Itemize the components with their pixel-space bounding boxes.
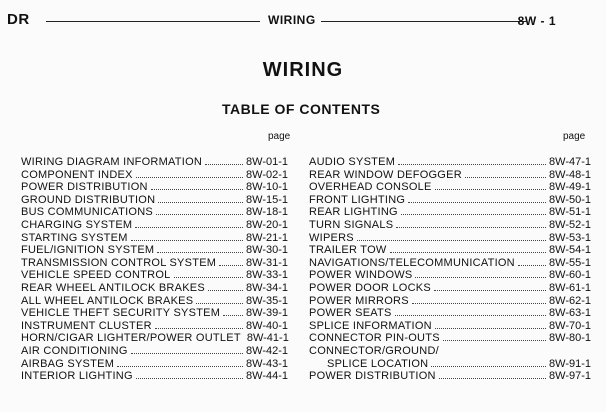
toc-leader-dots bbox=[136, 177, 243, 178]
toc-leader-dots bbox=[443, 340, 546, 341]
toc-left-column bbox=[21, 156, 288, 383]
page-column-label-right: page bbox=[563, 131, 586, 142]
toc-entry-page: 8W-40-1 bbox=[246, 319, 288, 332]
toc-entry bbox=[309, 332, 591, 345]
toc-entry bbox=[21, 370, 288, 383]
toc-entry bbox=[21, 257, 288, 270]
toc-leader-dots bbox=[396, 227, 546, 228]
header-section-code: DR bbox=[7, 11, 30, 28]
toc-leader-dots bbox=[158, 202, 243, 203]
toc-entry-label: OVERHEAD CONSOLE bbox=[309, 181, 432, 194]
toc-entry-label: CONNECTOR PIN-OUTS bbox=[309, 332, 440, 345]
toc-entry bbox=[309, 206, 591, 219]
toc-entry bbox=[21, 232, 288, 245]
page-title: WIRING bbox=[262, 59, 344, 81]
toc-entry bbox=[309, 282, 591, 295]
toc-entry-page: 8W-91-1 bbox=[549, 357, 591, 370]
toc-entry-label: POWER WINDOWS bbox=[309, 269, 413, 282]
toc-entry bbox=[309, 370, 591, 383]
toc-entry bbox=[21, 282, 288, 295]
toc-entry-label: REAR WINDOW DEFOGGER bbox=[309, 168, 462, 181]
toc-entry-page: 8W-43-1 bbox=[246, 357, 288, 370]
toc-entry-page: 8W-60-1 bbox=[549, 269, 591, 282]
toc-leader-dots bbox=[174, 277, 244, 278]
toc-entry bbox=[309, 219, 591, 232]
toc-leader-dots bbox=[131, 240, 243, 241]
toc-entry bbox=[21, 358, 288, 371]
toc-entry-label: NAVIGATIONS/TELECOMMUNICATION bbox=[309, 256, 515, 269]
toc-entry-page: 8W-30-1 bbox=[246, 244, 288, 257]
toc-entry bbox=[309, 244, 591, 257]
toc-entry-label: VEHICLE SPEED CONTROL bbox=[21, 269, 171, 282]
toc-leader-dots bbox=[434, 290, 546, 291]
toc-entry-label: TURN SIGNALS bbox=[309, 218, 394, 231]
header-section-title: WIRING bbox=[268, 13, 316, 27]
toc-entry bbox=[21, 156, 288, 169]
toc-entry-label: POWER MIRRORS bbox=[309, 294, 409, 307]
toc-entry-label: AIRBAG SYSTEM bbox=[21, 357, 115, 370]
toc-entry bbox=[309, 358, 591, 371]
toc-entry bbox=[21, 244, 288, 257]
toc-leader-dots bbox=[357, 240, 546, 241]
page-column-label-left: page bbox=[268, 131, 291, 142]
toc-entry-label: TRAILER TOW bbox=[309, 244, 387, 257]
toc-entry-label: CONNECTOR/GROUND/ bbox=[309, 344, 439, 357]
toc-entry-page: 8W-15-1 bbox=[246, 193, 288, 206]
toc-right-column bbox=[309, 156, 591, 383]
toc-entry-label: INSTRUMENT CLUSTER bbox=[21, 319, 152, 332]
toc-entry-label: FRONT LIGHTING bbox=[309, 193, 406, 206]
toc-leader-dots bbox=[439, 378, 546, 379]
toc-leader-dots bbox=[518, 265, 546, 266]
toc-entry-page: 8W-48-1 bbox=[549, 168, 591, 181]
toc-entry bbox=[309, 269, 591, 282]
toc-entry-page: 8W-10-1 bbox=[246, 181, 288, 194]
toc-entry bbox=[309, 181, 591, 194]
toc-entry bbox=[21, 169, 288, 182]
toc-heading: TABLE OF CONTENTS bbox=[222, 101, 381, 117]
toc-entry-label: STARTING SYSTEM bbox=[21, 231, 128, 244]
toc-entry-label: ALL WHEEL ANTILOCK BRAKES bbox=[21, 294, 194, 307]
toc-leader-dots bbox=[219, 265, 243, 266]
toc-entry-label: FUEL/IGNITION SYSTEM bbox=[21, 244, 155, 257]
toc-leader-dots bbox=[465, 177, 546, 178]
toc-entry-page: 8W-70-1 bbox=[549, 319, 591, 332]
toc-entry-page: 8W-52-1 bbox=[549, 218, 591, 231]
toc-entry-label: WIPERS bbox=[309, 231, 354, 244]
toc-leader-dots bbox=[151, 189, 243, 190]
toc-entry-page: 8W-61-1 bbox=[549, 281, 591, 294]
toc-entry-page: 8W-01-1 bbox=[246, 156, 288, 168]
toc-entry-label: REAR WHEEL ANTILOCK BRAKES bbox=[21, 281, 205, 294]
toc-entry bbox=[309, 307, 591, 320]
toc-leader-dots bbox=[135, 227, 243, 228]
toc-leader-dots bbox=[155, 328, 243, 329]
toc-leader-dots bbox=[131, 353, 243, 354]
toc-leader-dots bbox=[156, 214, 243, 215]
toc-entry bbox=[21, 332, 288, 345]
toc-entry bbox=[21, 269, 288, 282]
toc-leader-dots bbox=[435, 189, 546, 190]
toc-entry-label: COMPONENT INDEX bbox=[21, 168, 133, 181]
toc-leader-dots bbox=[401, 214, 546, 215]
toc-entry bbox=[21, 295, 288, 308]
toc-entry-page: 8W-62-1 bbox=[549, 294, 591, 307]
toc-entry-page: 8W-80-1 bbox=[549, 332, 591, 345]
toc-entry-page: 8W-54-1 bbox=[549, 244, 591, 257]
toc-leader-dots bbox=[208, 290, 243, 291]
header-rule-right bbox=[321, 21, 527, 22]
toc-entry-label: SPLICE INFORMATION bbox=[309, 319, 432, 332]
toc-entry-page: 8W-21-1 bbox=[246, 231, 288, 244]
toc-entry bbox=[309, 320, 591, 333]
toc-entry-page: 8W-51-1 bbox=[549, 206, 591, 219]
toc-entry-label: POWER DOOR LOCKS bbox=[309, 281, 431, 294]
toc-entry bbox=[21, 206, 288, 219]
toc-entry bbox=[309, 295, 591, 308]
toc-entry bbox=[21, 345, 288, 358]
toc-leader-dots bbox=[205, 164, 243, 165]
toc-entry-label: REAR LIGHTING bbox=[309, 206, 398, 219]
toc-entry-label: POWER DISTRIBUTION bbox=[21, 181, 148, 194]
toc-entry-label: BUS COMMUNICATIONS bbox=[21, 206, 154, 219]
toc-entry-page: 8W-35-1 bbox=[246, 294, 288, 307]
toc-entry-page: 8W-42-1 bbox=[246, 344, 288, 357]
toc-entry-page: 8W-53-1 bbox=[549, 231, 591, 244]
toc-entry-label: POWER SEATS bbox=[309, 307, 392, 320]
toc-entry bbox=[309, 194, 591, 207]
toc-entry-label: TRANSMISSION CONTROL SYSTEM bbox=[21, 256, 217, 269]
toc-entry-page: 8W-31-1 bbox=[246, 256, 288, 269]
toc-leader-dots bbox=[223, 315, 243, 316]
toc-leader-dots bbox=[435, 328, 546, 329]
toc-leader-dots bbox=[412, 303, 546, 304]
toc-entry-page: 8W-34-1 bbox=[246, 281, 288, 294]
toc-entry-label: VEHICLE THEFT SECURITY SYSTEM bbox=[21, 307, 221, 320]
toc-entry bbox=[21, 307, 288, 320]
toc-leader-dots bbox=[408, 202, 546, 203]
toc-entry-page: 8W-18-1 bbox=[246, 206, 288, 219]
toc-entry bbox=[309, 156, 591, 169]
toc-entry-label: POWER DISTRIBUTION bbox=[309, 370, 436, 383]
toc-entry-page: 8W-33-1 bbox=[246, 269, 288, 282]
toc-entry-page: 8W-39-1 bbox=[246, 307, 288, 320]
toc-entry-page: 8W-41-1 bbox=[246, 332, 289, 345]
toc-leader-dots bbox=[398, 164, 546, 165]
toc-leader-dots bbox=[431, 366, 546, 367]
toc-entry bbox=[309, 232, 591, 245]
toc-entry bbox=[309, 169, 591, 182]
toc-entry-page: 8W-55-1 bbox=[549, 256, 591, 269]
toc-entry-label: GROUND DISTRIBUTION bbox=[21, 193, 156, 206]
toc-entry-page: 8W-50-1 bbox=[549, 193, 591, 206]
toc-entry-label: AUDIO SYSTEM bbox=[309, 156, 396, 168]
toc-entry-label: HORN/CIGAR LIGHTER/POWER OUTLET bbox=[21, 332, 241, 345]
toc-entry bbox=[21, 181, 288, 194]
toc-entry bbox=[309, 257, 591, 270]
toc-leader-dots bbox=[395, 315, 546, 316]
toc-entry-page: 8W-63-1 bbox=[549, 307, 591, 320]
toc-entry-page: 8W-20-1 bbox=[246, 218, 288, 231]
toc-entry-label: WIRING DIAGRAM INFORMATION bbox=[21, 156, 203, 168]
toc-leader-dots bbox=[196, 303, 243, 304]
toc-entry bbox=[21, 320, 288, 333]
toc-entry-page: 8W-97-1 bbox=[549, 370, 591, 383]
toc-leader-dots bbox=[415, 277, 546, 278]
toc-entry-label: CHARGING SYSTEM bbox=[21, 218, 133, 231]
toc-entry-page: 8W-49-1 bbox=[549, 181, 591, 194]
toc-leader-dots bbox=[136, 378, 243, 379]
toc-entry bbox=[21, 219, 288, 232]
toc-entry-label: SPLICE LOCATION bbox=[327, 357, 429, 370]
header-rule-left bbox=[46, 21, 260, 22]
toc-entry-label: INTERIOR LIGHTING bbox=[21, 370, 133, 383]
toc-entry-label: AIR CONDITIONING bbox=[21, 344, 128, 357]
toc-leader-dots bbox=[157, 252, 243, 253]
header-page-number: 8W - 1 bbox=[517, 14, 556, 28]
toc-entry-page: 8W-02-1 bbox=[246, 168, 288, 181]
toc-entry-page: 8W-44-1 bbox=[246, 370, 288, 383]
toc-entry bbox=[21, 194, 288, 207]
toc-leader-dots bbox=[390, 252, 546, 253]
toc-leader-dots bbox=[117, 366, 243, 367]
toc-entry bbox=[309, 345, 591, 358]
toc-entry-page: 8W-47-1 bbox=[549, 156, 591, 168]
